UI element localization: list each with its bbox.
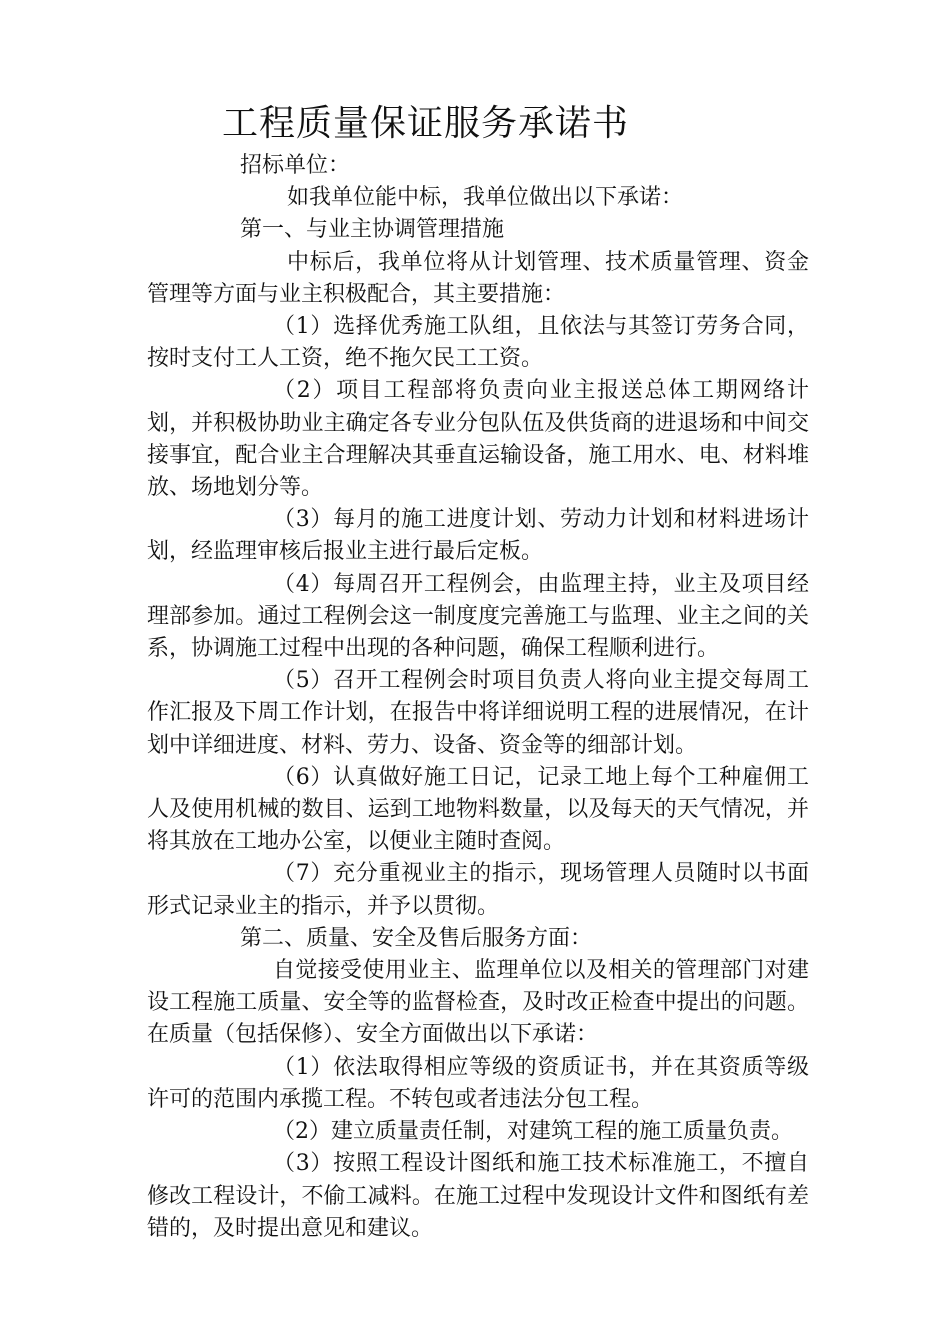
section-1-item-6: （6）认真做好施工日记，记录工地上每个工种雇佣工人及使用机械的数目、运到工地物料数量，以及每天的天气情况，并将其放在工地办公室，以便业主随时查阅。 (147, 764, 809, 855)
document-body (147, 150, 809, 1245)
addressee-line: 招标单位： (240, 153, 351, 178)
section-2-item-3: （3）按照工程设计图纸和施工技术标准施工，不擅自修改工程设计，不偷工减料。在施工过程中发现设计文件和图纸有差错的，及时提出意见和建议。 (147, 1151, 809, 1241)
section-1-item-5: （5）召开工程例会时项目负责人将向业主提交每周工作汇报及下周工作计划，在报告中将详细说明工程的进展情况，在计划中详细进度、材料、劳力、设备、资金等的细部计划。 (147, 668, 809, 758)
intro-paragraph: 如我单位能中标，我单位做出以下承诺： (287, 185, 684, 211)
section-2-heading: 第二、质量、安全及售后服务方面： (240, 925, 593, 951)
section-1-item-2: （2）项目工程部将负责向业主报送总体工期网络计划，并积极协助业主确定各专业分包队伍及供货商的进退场和中间交接事宜，配合业主合理解决其垂直运输设备，施工用水、电、材料堆放、场地划分等。 (147, 378, 809, 501)
section-2-item-2: （2）建立质量责任制，对建筑工程的施工质量负责。 (273, 1119, 793, 1145)
section-1-item-1: （1）选择优秀施工队组，且依法与其签订劳务合同，按时支付工人工资，绝不拖欠民工工资。 (147, 314, 809, 372)
section-1-item-7: （7）充分重视业主的指示，现场管理人员随时以书面形式记录业主的指示，并予以贯彻。 (147, 861, 809, 919)
section-1-item-3: （3）每月的施工进度计划、劳动力计划和材料进场计划，经监理审核后报业主进行最后定板。 (147, 507, 809, 565)
document-title: 工程质量保证服务承诺书 (222, 103, 630, 144)
section-2-item-1: （1）依法取得相应等级的资质证书，并在其资质等级许可的范围内承揽工程。不转包或者违法分包工程。 (147, 1054, 809, 1112)
section-1-heading: 第一、与业主协调管理措施 (240, 217, 505, 243)
section-1-item-4: （4）每周召开工程例会，由监理主持，业主及项目经理部参加。通过工程例会这一制度度完善施工与监理、业主之间的关系，协调施工过程中出现的各种问题，确保工程顺利进行。 (147, 571, 809, 662)
section-2-lead: 自觉接受使用业主、监理单位以及相关的管理部门对建设工程施工质量、安全等的监督检查，及时改正检查中提出的问题。在质量（包括保修）、安全方面做出以下承诺： (147, 958, 809, 1048)
section-1-lead: 中标后，我单位将从计划管理、技术质量管理、资金管理等方面与业主积极配合，其主要措施： (147, 249, 809, 307)
